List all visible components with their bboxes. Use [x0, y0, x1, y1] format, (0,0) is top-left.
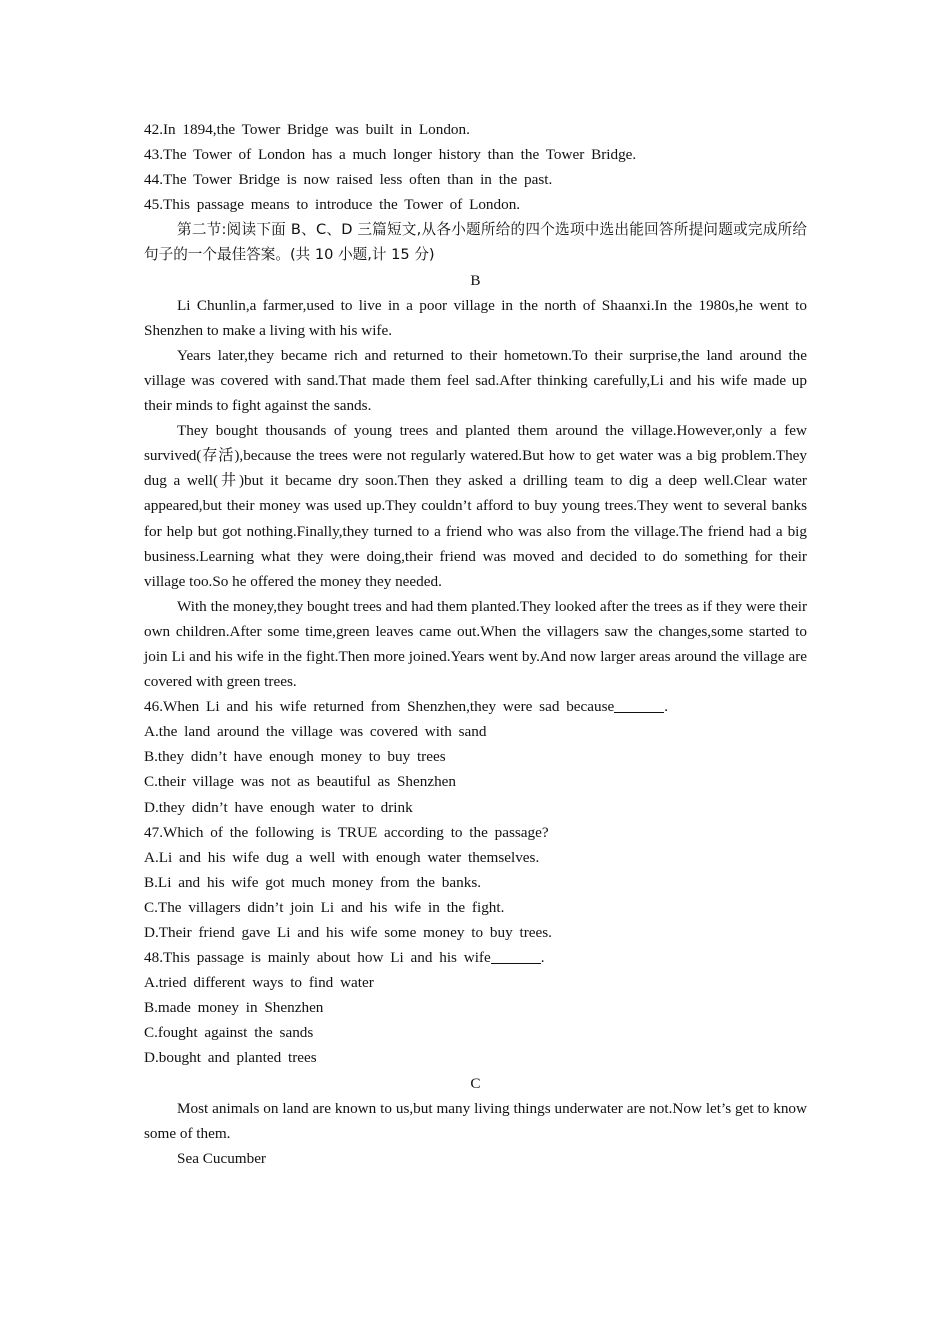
- option-47-a: A.Li and his wife dug a well with enough water themselves.: [144, 848, 540, 866]
- document-page: [144, 117, 807, 1171]
- option-48-b: B.made money in Shenzhen: [144, 999, 324, 1017]
- question-47: 47.Which of the following is TRUE according to the passage?: [144, 823, 549, 841]
- statement-45: 45.This passage means to introduce the Tower of London.: [144, 196, 521, 214]
- passage-b-heading: B: [470, 271, 481, 289]
- question-46-stem: 46.When Li and his wife returned from Shenzhen,they were sad because: [144, 698, 615, 716]
- option-47-c: C.The villagers didn’t join Li and his wife in the fight.: [144, 898, 505, 916]
- answer-blank: [491, 948, 541, 964]
- passage-c-subheading: Sea Cucumber: [177, 1149, 266, 1167]
- question-48: 48.This passage is mainly about how Li and his wife .: [144, 949, 545, 967]
- answer-blank: [614, 697, 664, 713]
- option-46-c: C.their village was not as beautiful as Shenzhen: [144, 773, 457, 791]
- statement-43: 43.The Tower of London has a much longer history than the Tower Bridge.: [144, 146, 637, 164]
- passage-b-paragraph-3: They bought thousands of young trees and planted them around the village.However,only a few survived(存活),because the trees were not regularly watered.But how to get water was a big problem.They dug a well(井)but it became dry soon.Then they asked a drilling team to dig a deep well.Clear water appeared,but their money was used up.They couldn’t afford to buy young trees.They went to several banks for help but got nothing.Finally,they turned to a friend who was also from the village.The friend had a big business.Learning what they were doing,their friend was moved and decided to do something for their village too.So he offered the money they needed.: [144, 422, 807, 590]
- passage-c-heading: C: [470, 1074, 481, 1092]
- option-46-a: A.the land around the village was covered with sand: [144, 723, 487, 741]
- option-46-d: D.they didn’t have enough water to drink: [144, 798, 413, 816]
- passage-b-paragraph-1: Li Chunlin,a farmer,used to live in a poor village in the north of Shaanxi.In the 1980s,he went to Shenzhen to make a living with his wife.: [144, 296, 807, 339]
- option-47-d: D.Their friend gave Li and his wife some money to buy trees.: [144, 924, 552, 941]
- statement-42: 42.In 1894,the Tower Bridge was built in London.: [144, 121, 470, 138]
- option-48-a: A.tried different ways to find water: [144, 974, 374, 992]
- passage-b-paragraph-4: With the money,they bought trees and had them planted.They looked after the trees as if they were their own children.After some time,green leaves came out.When the villagers saw the changes,some started to join Li and his wife in the fight.Then more joined.Years went by.And now larger areas around the village are covered with green trees.: [144, 597, 807, 691]
- passage-b-paragraph-2: Years later,they became rich and returned to their hometown.To their surprise,the land around the village was covered with sand.That made them feel sad.After thinking carefully,Li and his wife made up their minds to fight against the sands.: [144, 346, 807, 415]
- option-47-b: B.Li and his wife got much money from the banks.: [144, 873, 482, 891]
- section2-instructions: 第二节:阅读下面 B、C、D 三篇短文,从各小题所给的四个选项中选出能回答所提问题或完成所给句子的一个最佳答案。(共 10 小题,计 15 分): [144, 221, 807, 264]
- statement-44: 44.The Tower Bridge is now raised less often than in the past.: [144, 171, 553, 189]
- question-48-stem: 48.This passage is mainly about how Li and his wife: [144, 949, 491, 967]
- option-48-d: D.bought and planted trees: [144, 1049, 317, 1067]
- option-46-b: B.they didn’t have enough money to buy trees: [144, 748, 446, 766]
- question-46: 46.When Li and his wife returned from Shenzhen,they were sad because .: [144, 698, 669, 716]
- option-48-c: C.fought against the sands: [144, 1024, 314, 1042]
- passage-c-intro: Most animals on land are known to us,but many living things underwater are not.Now let’s get to know some of them.: [144, 1099, 807, 1142]
